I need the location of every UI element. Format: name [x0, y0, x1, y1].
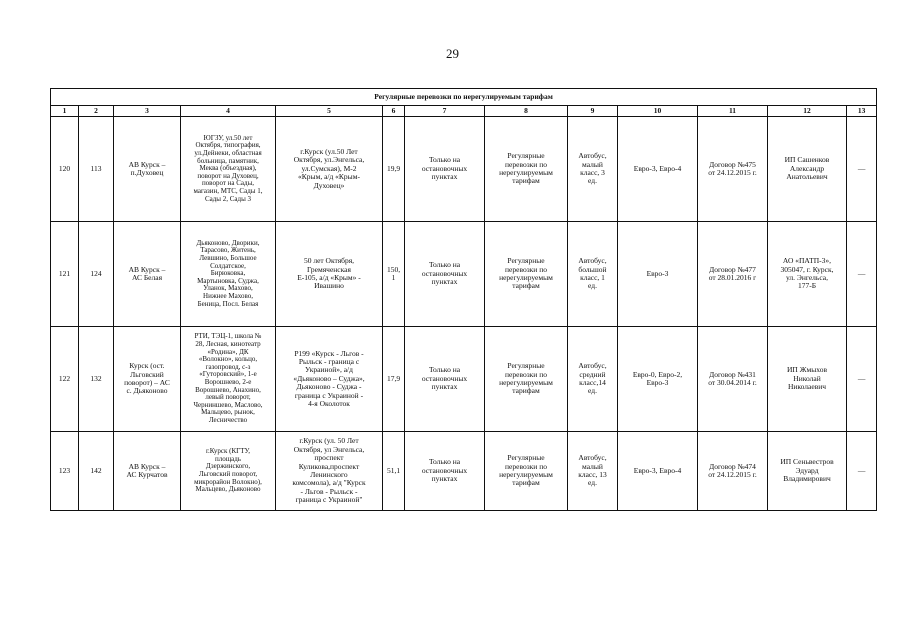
route-length: 51,1 — [383, 432, 405, 511]
vehicle-class: Автобус, малый класс, 13 ед. — [568, 432, 618, 511]
column-number: 4 — [181, 106, 276, 117]
route-number: 124 — [79, 222, 114, 327]
stops-list: г.Курск (КГТУ, площадь Дзержинского, Льговский поворот, микрорайон Волокно), Мальцево, Дьяконово — [181, 432, 276, 511]
column-number: 12 — [768, 106, 847, 117]
table-title-row — [51, 89, 877, 106]
contract: Договор №474 от 24.12.2015 г. — [698, 432, 768, 511]
streets-list: г.Курск (ул. 50 Лет Октября, ул Энгельса, проспект Куликова,проспект Ленинского комсомола), а/д "Курск - Льгов - Рыльск - граница с Украиной" — [276, 432, 383, 511]
route-number: 113 — [79, 117, 114, 222]
vehicle-class: Автобус, средний класс,14 ед. — [568, 327, 618, 432]
route-length: 19,9 — [383, 117, 405, 222]
carrier: ИП Сеньвестров Эдуард Владимирович — [768, 432, 847, 511]
extra-info: — — [847, 432, 877, 511]
column-number-row — [51, 106, 877, 117]
table-row — [51, 327, 877, 432]
stops-list: РТИ, ТЭЦ-1, школа № 28, Лесная, кинотеатр «Родина», ДК «Волокно», кольцо, газопровод, с-з «Гуторовский», 1-е Ворошнево, 2-е Ворошнево, Анахино, левый поворот, Черниншево, Маслово, Мальцево, рынок, Лесничество — [181, 327, 276, 432]
column-number: 10 — [618, 106, 698, 117]
column-number: 1 — [51, 106, 79, 117]
eco-class: Евро-3, Евро-4 — [618, 432, 698, 511]
route-number: 142 — [79, 432, 114, 511]
route-length: 17,9 — [383, 327, 405, 432]
column-number: 8 — [485, 106, 568, 117]
page-number: 29 — [446, 46, 459, 61]
streets-list: г.Курск (ул.50 Лет Октября, ул.Энгельса, ул.Сумская), М-2 «Крым, а/д «Крым- Духовец» — [276, 117, 383, 222]
column-number: 11 — [698, 106, 768, 117]
row-number: 120 — [51, 117, 79, 222]
routes-table — [50, 88, 877, 511]
table-row — [51, 222, 877, 327]
eco-class: Евро-3, Евро-4 — [618, 117, 698, 222]
transport-type: Регулярные перевозки по нерегулируемым тарифам — [485, 222, 568, 327]
stops-list: Дьяконово, Дворики, Тарасово, Житень, Левшино, Большое Солдатское, Бирюковка, Мартыновка, Суджа, Уланок, Махово, Нижнее Махово, Беница, Посл. Белая — [181, 222, 276, 327]
boarding-order: Только на остановочных пунктах — [405, 222, 485, 327]
column-number: 13 — [847, 106, 877, 117]
column-number: 6 — [383, 106, 405, 117]
route-name: АВ Курск – АС Курчатов — [114, 432, 181, 511]
route-length: 150, 1 — [383, 222, 405, 327]
column-number: 5 — [276, 106, 383, 117]
row-number: 121 — [51, 222, 79, 327]
transport-type: Регулярные перевозки по нерегулируемым тарифам — [485, 117, 568, 222]
stops-list: ЮГЗУ, ул.50 лет Октября, типография, ул.Дейнеки, областная больница, памятник, Меква (объездная), поворот на Духовец, поворот на Сады, магазин, МТС, Сады 1, Сады 2, Сады 3 — [181, 117, 276, 222]
row-number: 123 — [51, 432, 79, 511]
eco-class: Евро-0, Евро-2, Евро-3 — [618, 327, 698, 432]
eco-class: Евро-3 — [618, 222, 698, 327]
boarding-order: Только на остановочных пунктах — [405, 117, 485, 222]
transport-type: Регулярные перевозки по нерегулируемым тарифам — [485, 432, 568, 511]
row-number: 122 — [51, 327, 79, 432]
carrier: АО «ПАТП-3», 305047, г. Курск, ул. Энгельса, 177-Б — [768, 222, 847, 327]
column-number: 3 — [114, 106, 181, 117]
streets-list: 50 лет Октября, Гремяченская Е-105, а/д «Крым» - Ивашино — [276, 222, 383, 327]
route-name: АВ Курск – п.Духовец — [114, 117, 181, 222]
route-name: Курск (ост. Льговский поворот) – АС с. Дьяконово — [114, 327, 181, 432]
column-number: 2 — [79, 106, 114, 117]
boarding-order: Только на остановочных пунктах — [405, 432, 485, 511]
transport-type: Регулярные перевозки по нерегулируемым тарифам — [485, 327, 568, 432]
vehicle-class: Автобус, малый класс, 3 ед. — [568, 117, 618, 222]
route-name: АВ Курск – АС Белая — [114, 222, 181, 327]
table-row — [51, 432, 877, 511]
carrier: ИП Жмыхов Николай Николаевич — [768, 327, 847, 432]
boarding-order: Только на остановочных пунктах — [405, 327, 485, 432]
table-title: Регулярные перевозки по нерегулируемым тарифам — [51, 89, 877, 106]
extra-info: — — [847, 222, 877, 327]
extra-info: — — [847, 117, 877, 222]
route-number: 132 — [79, 327, 114, 432]
contract: Договор №431 от 30.04.2014 г. — [698, 327, 768, 432]
contract: Договор №475 от 24.12.2015 г. — [698, 117, 768, 222]
column-number: 9 — [568, 106, 618, 117]
vehicle-class: Автобус, большой класс, 1 ед. — [568, 222, 618, 327]
column-number: 7 — [405, 106, 485, 117]
extra-info: — — [847, 327, 877, 432]
carrier: ИП Сашенков Александр Анатольевич — [768, 117, 847, 222]
streets-list: Р199 «Курск - Льгов - Рыльск - граница с Украиной», а/д «Дьяконово – Суджа», Дьяконово - Суджа - граница с Украиной - 4-я Околоток — [276, 327, 383, 432]
contract: Договор №477 от 28.01.2016 г — [698, 222, 768, 327]
table-row — [51, 117, 877, 222]
